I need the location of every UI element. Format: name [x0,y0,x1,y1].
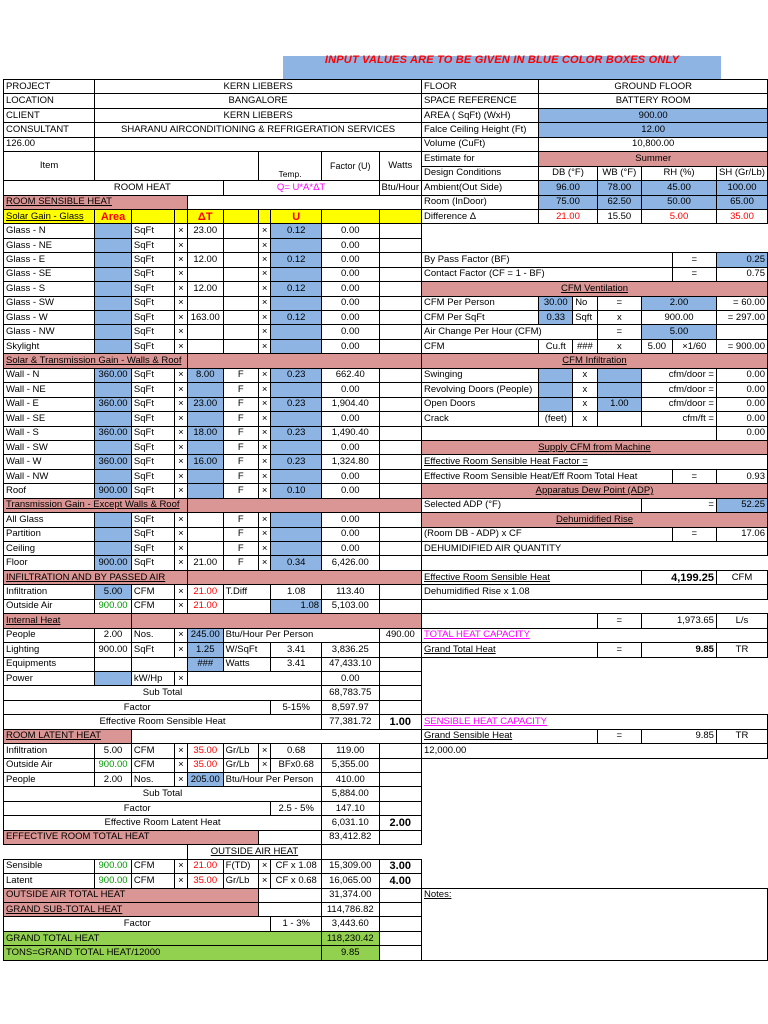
row-subtotal: Sub Total 68,783.75 [4,686,768,700]
row-gst-factor: Factor 1 - 3% 3,443.60 [4,917,768,931]
ambient-db[interactable]: 96.00 [539,181,597,195]
row-power: Power kW/Hp × 0.00 [4,671,768,685]
wall-item: Roof [4,484,95,498]
solar-row: Glass - S SqFt × 12.00 × 0.12 0.00 CFM Ventilation [4,282,768,296]
temp-header: Temp. [258,152,321,181]
supply-cfm-title: Supply CFM from Machine [422,440,768,454]
consultant-label: CONSULTANT [4,123,95,137]
u-header: U [271,209,322,223]
row-erlh: Effective Room Latent Heat 6,031.10 2.00 [4,816,768,830]
row-people: People 2.00 Nos. × 245.00 Btu/Hour Per Person 490.00 TOTAL HEAT CAPACITY [4,628,768,642]
row-latent-factor: Factor 2.5 - 5% 147.10 [4,801,768,815]
row-latent-infiltration: Infiltration 5.00 CFM × 35.00 Gr/Lb × 0.68 119.00 12,000.00 [4,744,768,758]
infiltration-cfm[interactable]: 5.00 [95,585,132,599]
notes-label: Notes: [422,888,768,902]
rh-header: RH (%) [642,166,717,180]
heat-load-sheet [3,79,768,961]
bypass-factor-input[interactable]: 0.25 [716,253,767,267]
row-erth: EFFECTIVE ROOM TOTAL HEAT 83,412.82 [4,830,768,844]
room-sh[interactable]: 65.00 [716,195,767,209]
solar-item: Skylight [4,339,95,353]
row-outside-air: Outside Air 900.00 CFM × 21.00 1.08 5,103.00 [4,599,768,613]
solar-row: Glass - NE SqFt × × 0.00 [4,238,768,252]
wall-item: Wall - NW [4,469,95,483]
space-label: SPACE REFERENCE [422,94,539,108]
ambient-wb[interactable]: 78.00 [597,181,641,195]
ceiling-height-label: Falce Ceiling Height (Ft) [422,123,539,137]
row-room-heat [4,181,768,195]
tr-value: 9.85 [642,643,717,657]
total-heat-capacity-title: TOTAL HEAT CAPACITY [422,628,768,642]
wall-item: Wall - SE [4,412,95,426]
wall-row: Wall - SW SqFt × F × 0.00 Supply CFM from Machine [4,440,768,454]
row-volume [4,137,768,151]
row-walls-title [4,354,768,368]
bypass-factor-label: By Pass Factor (BF) [422,253,673,267]
room-indoor-label: Room (InDoor) [422,195,539,209]
solar-gain-title: Solar Gain - Glass [4,209,95,223]
row-factor: Factor 5-15% 8,597.97 [4,700,768,714]
area-input[interactable]: 900.00 [539,108,768,122]
selected-adp-label: Selected ADP (°F) [422,498,642,512]
wb-header: WB (°F) [597,166,641,180]
row-tons [4,946,768,960]
transmission-row: Floor 900.00 SqFt × 21.00 F × 0.34 6,426.00 [4,556,768,570]
row-rsh-title [4,195,768,209]
internal-heat-title: Internal Heat [4,614,132,628]
row-gst: GRAND SUB-TOTAL HEAT 114,786.82 [4,902,768,916]
floor-value[interactable]: GROUND FLOOR [539,80,768,94]
wall-row: Wall - N 360.00 SqFt × 8.00 F × 0.23 662.40 Swinging x cfm/door = 0.00 [4,368,768,382]
banner-text: INPUT VALUES ARE TO BE GIVEN IN BLUE COLOR BOXES ONLY [324,54,680,66]
solar-row: Glass - NW SqFt × × 0.00 Air Change Per Hour (CFM) = 5.00 [4,325,768,339]
wall-row: Wall - NW SqFt × F × 0.00 Effective Room Sensible Heat/Eff Room Total Heat = 0.93 [4,469,768,483]
solar-row: Glass - SW SqFt × × 0.00 CFM Per Person 30.00 No = 2.00 = 60.00 [4,296,768,310]
row-oah-latent: Latent 900.00 CFM × 35.00 Gr/Lb × CF x 0.68 16,065.00 4.00 [4,874,768,888]
walls-title: Solar & Transmission Gain - Walls & Roof [4,354,188,368]
volume-label: Volume (CuFt) [422,137,539,151]
row-trans-title: Transmission Gain - Except Walls & Roof Selected ADP (°F) = 52.25 [4,498,768,512]
outside-air-heat-title: OUTSIDE AIR HEAT [187,845,321,859]
solar-area-input[interactable] [95,238,132,252]
room-latent-title: ROOM LATENT HEAT [4,729,132,743]
diff-rh: 5.00 [642,209,717,223]
transmission-row: All Glass SqFt × F × 0.00 Dehumidified Rise [4,513,768,527]
solar-item: Glass - E [4,253,95,267]
consultant-value[interactable]: SHARANU AIRCONDITIONING & REFRIGERATION SERVICES [95,123,422,137]
room-sensible-heat-title: ROOM SENSIBLE HEAT [4,195,188,209]
solar-item: Glass - NE [4,238,95,252]
cfm-unit: CFM [716,570,767,584]
row-oah-title [4,845,768,859]
infiltration-label: Infiltration [4,585,95,599]
diff-db: 21.00 [539,209,597,223]
wall-item: Wall - W [4,455,95,469]
location-value[interactable]: BANGALORE [95,94,422,108]
space-value[interactable]: BATTERY ROOM [539,94,768,108]
solar-area-input[interactable] [95,282,132,296]
room-db[interactable]: 75.00 [539,195,597,209]
row-equipments: Equipments ### Watts 3.41 47,433.10 [4,657,768,671]
btu-header: Btu/Hour [379,181,422,195]
solar-area-input[interactable] [95,296,132,310]
diff-sh: 35.00 [716,209,767,223]
row-internal-title: Internal Heat = 1,973.65 L/s [4,614,768,628]
infiltration-title: INFILTRATION AND BY PASSED AIR [4,570,188,584]
row-client [4,108,768,122]
tons-value: 9.85 [322,946,379,960]
dehumidified-air-qty: DEHUMIDIFIED AIR QUANTITY [422,542,768,556]
area-label: AREA ( SqFt) (WxH) [422,108,539,122]
row-location [4,94,768,108]
eff-room-total-title: EFFECTIVE ROOM TOTAL HEAT [4,830,259,844]
ersh-cfm-value: 4,199.25 [642,570,717,584]
transmission-title: Transmission Gain - Except Walls & Roof [4,498,188,512]
area-header: Area [95,209,132,223]
tons-title: TONS=GRAND TOTAL HEAT/12000 [4,946,322,960]
solar-row: Skylight SqFt × × 0.00 CFM Cu.ft ### x 5.00 ×1/60 = 900.00 [4,339,768,353]
transmission-row: Ceiling SqFt × F × 0.00 DEHUMIDIFIED AIR QUANTITY [4,542,768,556]
solar-area-input[interactable] [95,325,132,339]
wall-item: Wall - SW [4,440,95,454]
solar-area-input[interactable] [95,267,132,281]
solar-glass-rows [4,224,768,354]
room-heat-title: ROOM HEAT [4,181,224,195]
db-header: DB (°F) [539,166,597,180]
solar-row: Glass - E SqFt × 12.00 × 0.12 0.00 By Pass Factor (BF) = 0.25 [4,253,768,267]
solar-area-input[interactable] [95,311,132,325]
client-value[interactable]: KERN LIEBERS [95,108,422,122]
item-header: Item [4,152,95,181]
location-label: LOCATION [4,94,95,108]
grand-total-heat-title: GRAND TOTAL HEAT [4,931,322,945]
solar-row: Glass - W SqFt × 163.00 × 0.12 0.00 CFM Per SqFt 0.33 Sqft x 900.00 = 297.00 [4,311,768,325]
solar-item: Glass - SE [4,267,95,281]
heat-formula: Q= U*A*ΔT [223,181,379,195]
ambient-sh[interactable]: 100.00 [716,181,767,195]
diff-wb: 15.50 [597,209,641,223]
wall-row: Wall - NE SqFt × F × 0.00 Revolving Doors (People) x cfm/door = 0.00 [4,383,768,397]
row-estimate [4,152,768,166]
volume-value: 10,800.00 [539,137,768,151]
value-126: 126.00 [4,137,95,151]
wall-item: Wall - NE [4,383,95,397]
row-lighting: Lighting 900.00 SqFt × 1.25 W/SqFt 3.41 3,836.25 Grand Total Heat = 9.85 TR [4,643,768,657]
selected-adp-input[interactable]: 52.25 [716,498,767,512]
client-label: CLIENT [4,108,95,122]
ceiling-height-input[interactable]: 12.00 [539,123,768,137]
project-label: PROJECT [4,80,95,94]
wall-item: Wall - N [4,368,95,382]
solar-row: Glass - N SqFt × 23.00 × 0.12 0.00 [4,224,768,238]
row-infiltration: Infiltration 5.00 CFM × 21.00 T.Diff 1.08 113.40 Dehumidified Rise x 1.08 [4,585,768,599]
row-project [4,80,768,94]
contact-factor-label: Contact Factor (CF = 1 - BF) [422,267,673,281]
solar-row: Glass - SE SqFt × × 0.00 Contact Factor (CF = 1 - BF) = 0.75 [4,267,768,281]
transmission-rows [4,513,768,571]
watts-header: Watts [379,152,422,181]
solar-item: Glass - W [4,311,95,325]
floor-label: FLOOR [422,80,539,94]
solar-area-input[interactable] [95,253,132,267]
wall-row: Wall - SE SqFt × F × 0.00 Crack (feet) x cfm/ft = 0.00 [4,412,768,426]
row-latent-outside: Outside Air 900.00 CFM × 35.00 Gr/Lb × BFx0.68 5,355.00 [4,758,768,772]
wall-row: Wall - S 360.00 SqFt × 18.00 F × 0.23 1,490.40 0.00 [4,426,768,440]
solar-item: Glass - NW [4,325,95,339]
row-consultant [4,123,768,137]
input-instruction-banner [283,56,721,79]
solar-item: Glass - S [4,282,95,296]
row-latent-people: People 2.00 Nos. × 205.00 Btu/Hour Per Person 410.00 [4,773,768,787]
solar-item: Glass - N [4,224,95,238]
sh-header: SH (Gr/Lb) [716,166,767,180]
estimate-label: Estimate for [422,152,539,166]
grand-total-heat-label: Grand Total Heat [422,643,598,657]
row-oah-sensible: Sensible 900.00 CFM × 21.00 F(TD) × CF x 1.08 15,309.00 3.00 [4,859,768,873]
cfm-infiltration-title: CFM Infiltration [422,354,768,368]
ambient-rh[interactable]: 45.00 [642,181,717,195]
wall-item: Wall - S [4,426,95,440]
solar-item: Glass - SW [4,296,95,310]
row-latent-subtotal: Sub Total 5,884.00 [4,787,768,801]
walls-rows [4,368,768,498]
solar-area-input[interactable] [95,224,132,238]
sensible-heat-capacity-title: SENSIBLE HEAT CAPACITY [422,715,768,729]
notes-area[interactable] [422,902,768,916]
room-rh[interactable]: 50.00 [642,195,717,209]
factor-header: Factor (U) [322,152,379,181]
wall-row: Wall - E 360.00 SqFt × 23.00 F × 0.23 1,904.40 Open Doors x 1.00 cfm/door = 0.00 [4,397,768,411]
wall-row: Wall - W 360.00 SqFt × 16.00 F × 0.23 1,324.80 Effective Room Sensible Heat Factor = [4,455,768,469]
dt-header: ΔT [187,209,223,223]
dehum-rise-label: Dehumidified Rise x 1.08 [422,585,768,599]
wall-row: Roof 900.00 SqFt × F × 0.10 0.00 Apparatus Dew Point (ADP) [4,484,768,498]
row-gth: GRAND TOTAL HEAT 118,230.42 [4,931,768,945]
cfm-ventilation-title: CFM Ventilation [422,282,768,296]
room-wb[interactable]: 62.50 [597,195,641,209]
transmission-row: Partition SqFt × F × 0.00 (Room DB - ADP) x CF = 17.06 [4,527,768,541]
difference-label: Difference Δ [422,209,539,223]
row-solar-header [4,209,768,223]
project-value[interactable]: KERN LIEBERS [95,80,422,94]
solar-area-input[interactable] [95,339,132,353]
row-ersh: Effective Room Sensible Heat 77,381.72 1.00 SENSIBLE HEAT CAPACITY [4,715,768,729]
adp-title: Apparatus Dew Point (ADP) [422,484,768,498]
row-oath: OUTSIDE AIR TOTAL HEAT 31,374.00 Notes: [4,888,768,902]
design-cond-label: Design Conditions [422,166,539,180]
ersh-label: Effective Room Sensible Heat [422,570,642,584]
ambient-label: Ambient(Out Side) [422,181,539,195]
row-inf-title [4,570,768,584]
season-value[interactable]: Summer [539,152,768,166]
dehumidified-rise-title: Dehumidified Rise [422,513,768,527]
row-rlh-title: ROOM LATENT HEAT Grand Sensible Heat = 9.85 TR [4,729,768,743]
wall-item: Wall - E [4,397,95,411]
